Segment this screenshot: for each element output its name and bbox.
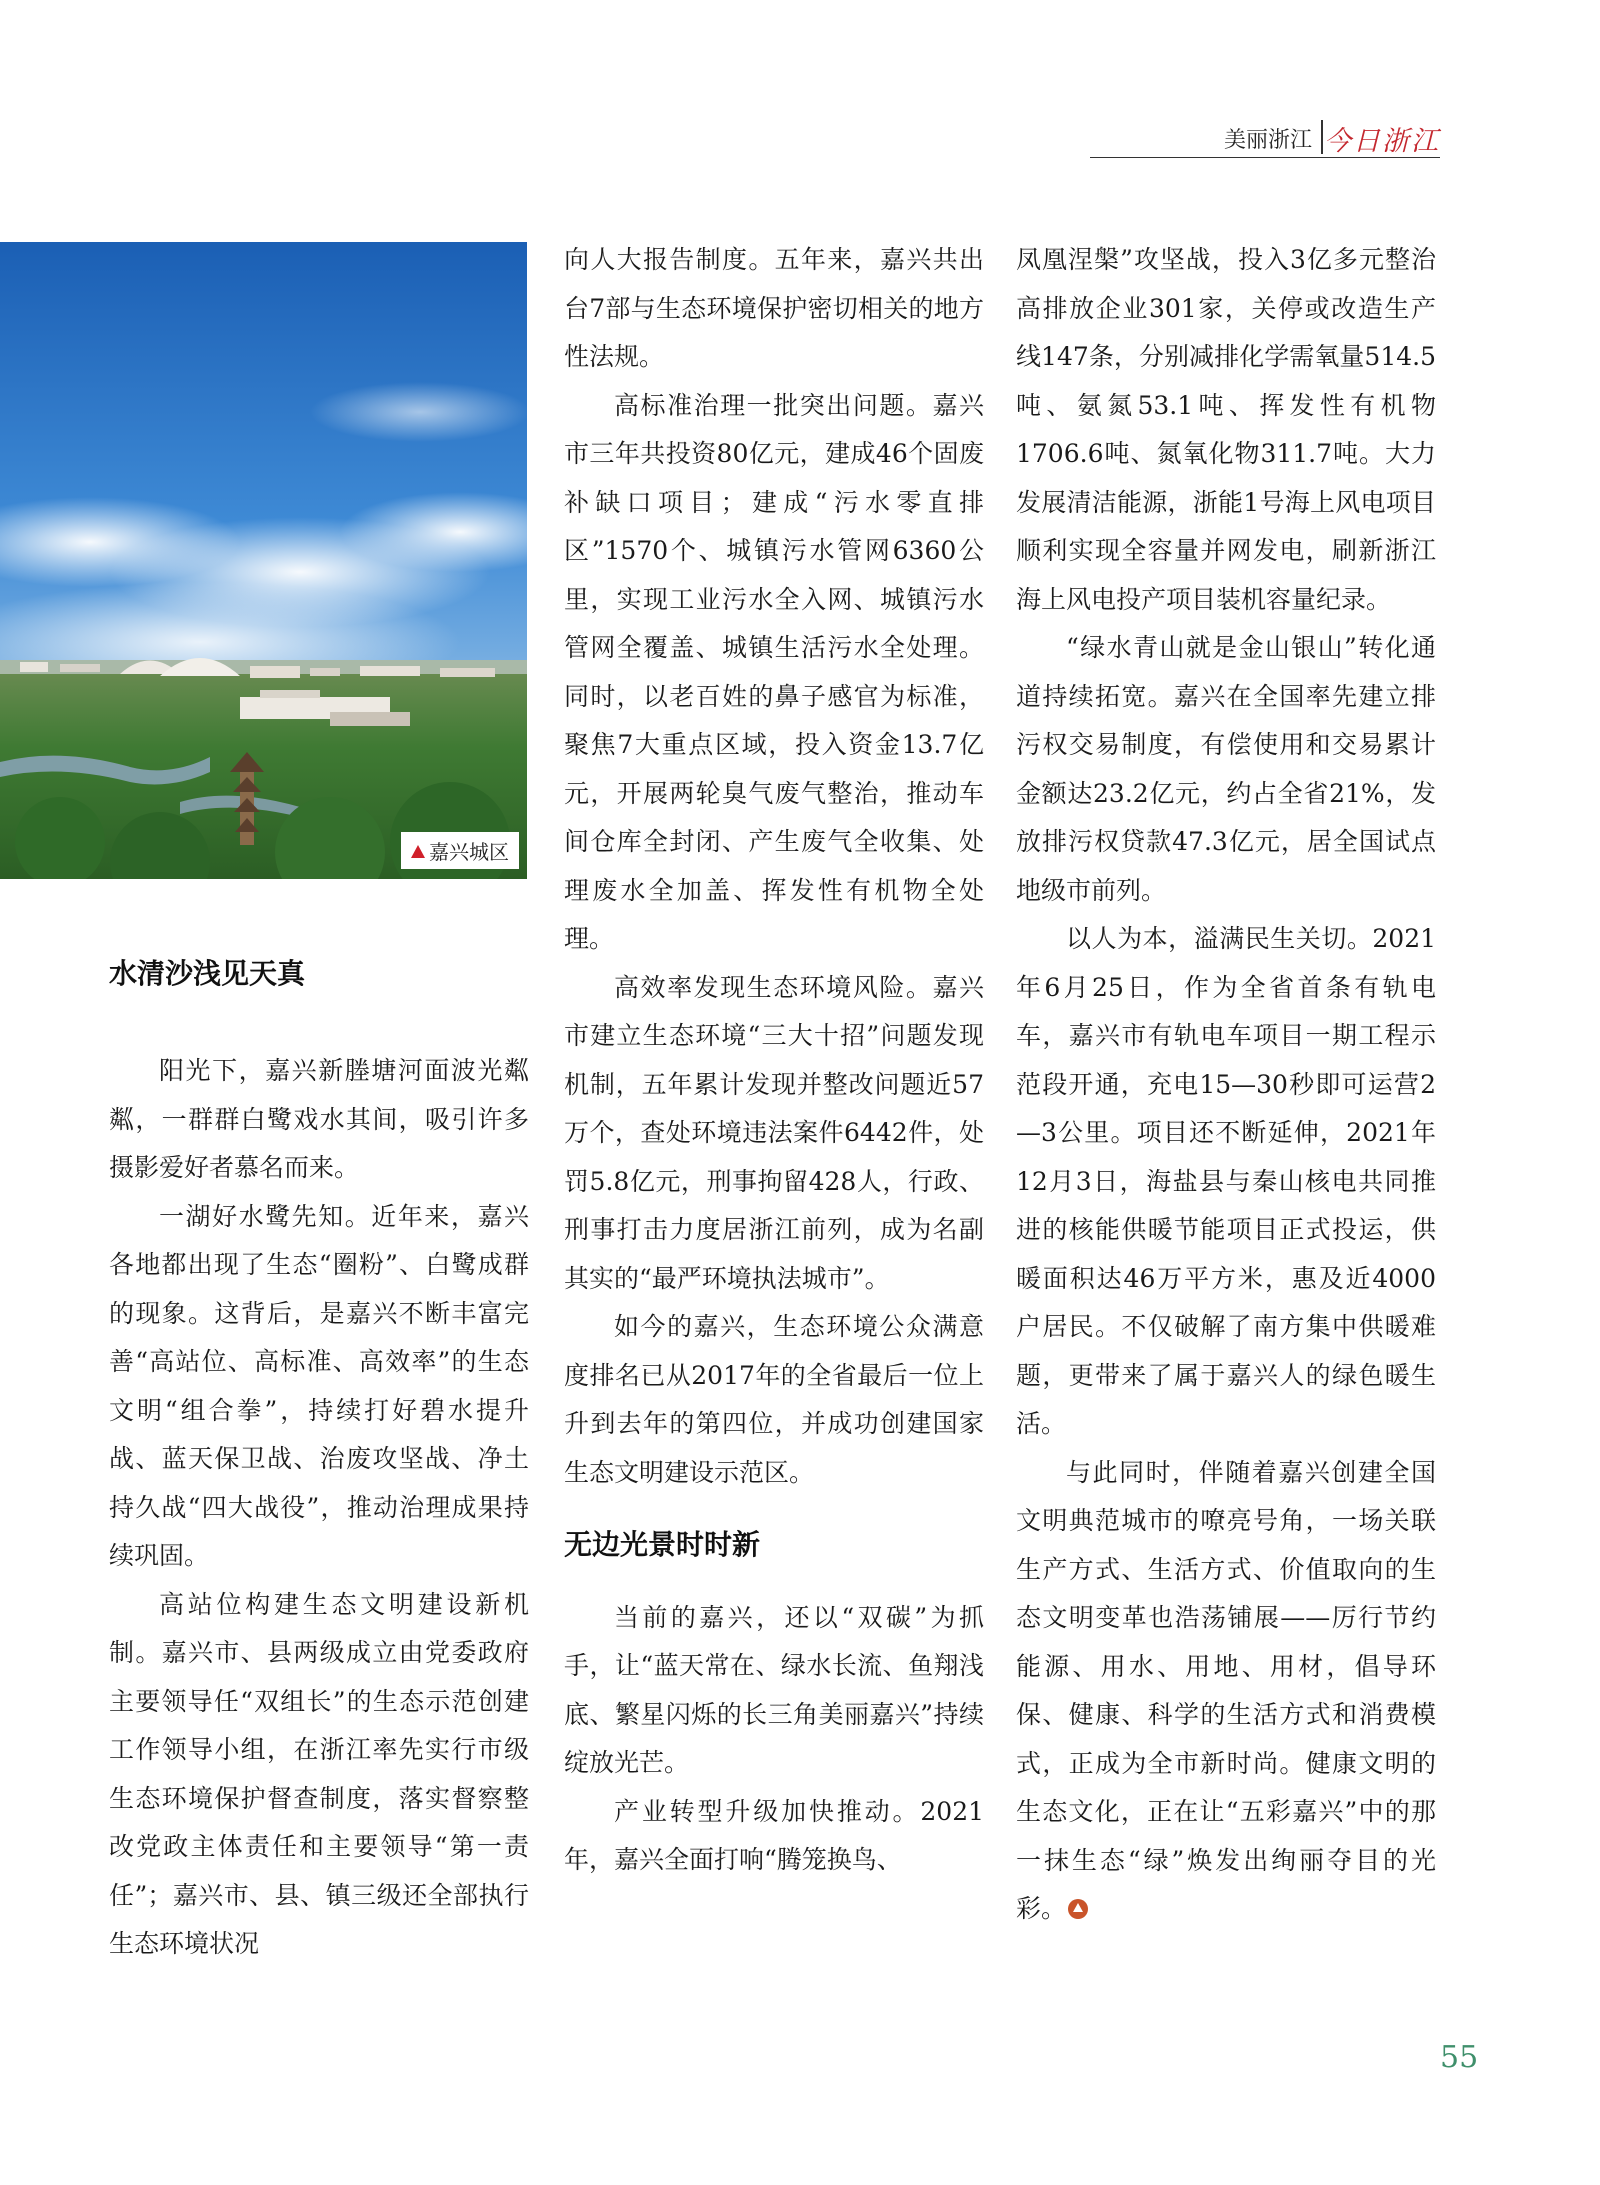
paragraph: 高标准治理一批突出问题。嘉兴市三年共投资80亿元，建成46个固废补缺口项目；建成“污水零直排区”1570个、城镇污水管网6360公里，实现工业污水全入网、城镇污水管网全覆盖、城镇生活污水全处理。同时，以老百姓的鼻子感官为标准，聚焦7大重点区域，投入资金13.7亿元，开展两轮臭气废气整治，推动车间仓库全封闭、产生废气全收集、处理废水全加盖、挥发性有机物全处理。 — [564, 390, 984, 953]
article-column-2 — [564, 236, 984, 1885]
paragraph: 当前的嘉兴，还以“双碳”为抓手，让“蓝天常在、绿水长流、鱼翔浅底、繁星闪烁的长三角美丽嘉兴”持续绽放光芒。 — [564, 1602, 984, 1777]
final-paragraph: 与此同时，伴随着嘉兴创建全国文明典范城市的嘹亮号角，一场关联生产方式、生活方式、价值取向的生态文明变革也浩荡铺展——厉行节约能源、用水、用地、用材，倡导环保、健康、科学的生活方式和消费模式，正成为全市新时尚。健康文明的生态文化，正在让“五彩嘉兴”中的那一抹生态“绿”焕发出绚丽夺目的光彩。 — [1016, 1457, 1436, 1923]
subheading-2: 无边光景时时新 — [564, 1528, 761, 1561]
section-label: 美丽浙江 — [1223, 128, 1312, 153]
header-divider — [1321, 120, 1323, 154]
article-column-1 — [109, 950, 529, 1969]
header-rule — [1090, 157, 1440, 159]
caption-triangle-icon — [411, 845, 425, 858]
article-column-3 — [1016, 236, 1436, 1934]
photo-caption: 嘉兴城区 — [401, 832, 519, 869]
paragraph: 阳光下，嘉兴新塍塘河面波光粼粼，一群群白鹭戏水其间，吸引许多摄影爱好者慕名而来。 — [109, 1056, 529, 1182]
magazine-logo: 今日浙江 — [1324, 126, 1440, 157]
paragraph: 产业转型升级加快推动。2021年，嘉兴全面打响“腾笼换鸟、 — [564, 1796, 984, 1874]
paragraph: 凤凰涅槃”攻坚战，投入3亿多元整治高排放企业301家，关停或改造生产线147条，分别减排化学需氧量514.5吨、氨氮53.1吨、挥发性有机物1706.6吨、氮氧化物311.7吨。大力发展清洁能源，浙能1号海上风电项目顺利实现全容量并网发电，刷新浙江海上风电投产项目装机容量纪录。 — [1016, 245, 1436, 614]
end-mark-icon — [1068, 1899, 1088, 1919]
paragraph: 高站位构建生态文明建设新机制。嘉兴市、县两级成立由党委政府主要领导任“双组长”的生态示范创建工作领导小组，在浙江率先实行市级生态环境保护督查制度，落实督察整改党政主体责任和主要领导“第一责任”；嘉兴市、县、镇三级还全部执行生态环境状况 — [109, 1589, 529, 1958]
paragraph: 向人大报告制度。五年来，嘉兴共出台7部与生态环境保护密切相关的地方性法规。 — [564, 245, 984, 371]
paragraph: 一湖好水鹭先知。近年来，嘉兴各地都出现了生态“圈粉”、白鹭成群的现象。这背后，是嘉兴不断丰富完善“高站位、高标准、高效率”的生态文明“组合拳”，持续打好碧水提升战、蓝天保卫战、治废攻坚战、净土持久战“四大战役”，推动治理成果持续巩固。 — [109, 1201, 529, 1570]
paragraph: 高效率发现生态环境风险。嘉兴市建立生态环境“三大十招”问题发现机制，五年累计发现并整改问题近57万个，查处环境违法案件6442件，处罚5.8亿元，刑事拘留428人，行政、刑事打击力度居浙江前列，成为名副其实的“最严环境执法城市”。 — [564, 972, 984, 1293]
paragraph: 以人为本，溢满民生关切。2021年6月25日，作为全省首条有轨电车，嘉兴市有轨电车项目一期工程示范段开通，充电15—30秒即可运营2—3公里。项目还不断延伸，2021年12月3日，海盐县与秦山核电共同推进的核能供暖节能项目正式投运，供暖面积达46万平方米，惠及近4000户居民。不仅破解了南方集中供暖难题，更带来了属于嘉兴人的绿色暖生活。 — [1016, 924, 1436, 1438]
city-photo-illustration — [0, 242, 527, 879]
subheading-1: 水清沙浅见天真 — [109, 957, 306, 990]
running-header — [1090, 118, 1440, 158]
city-aerial-photo — [0, 242, 527, 879]
page-number: 55 — [1440, 2040, 1479, 2075]
paragraph: 如今的嘉兴，生态环境公众满意度排名已从2017年的全省最后一位上升到去年的第四位，并成功创建国家生态文明建设示范区。 — [564, 1312, 984, 1487]
paragraph: “绿水青山就是金山银山”转化通道持续拓宽。嘉兴在全国率先建立排污权交易制度，有偿使用和交易累计金额达23.2亿元，约占全省21%，发放排污权贷款47.3亿元，居全国试点地级市前列。 — [1016, 633, 1436, 905]
